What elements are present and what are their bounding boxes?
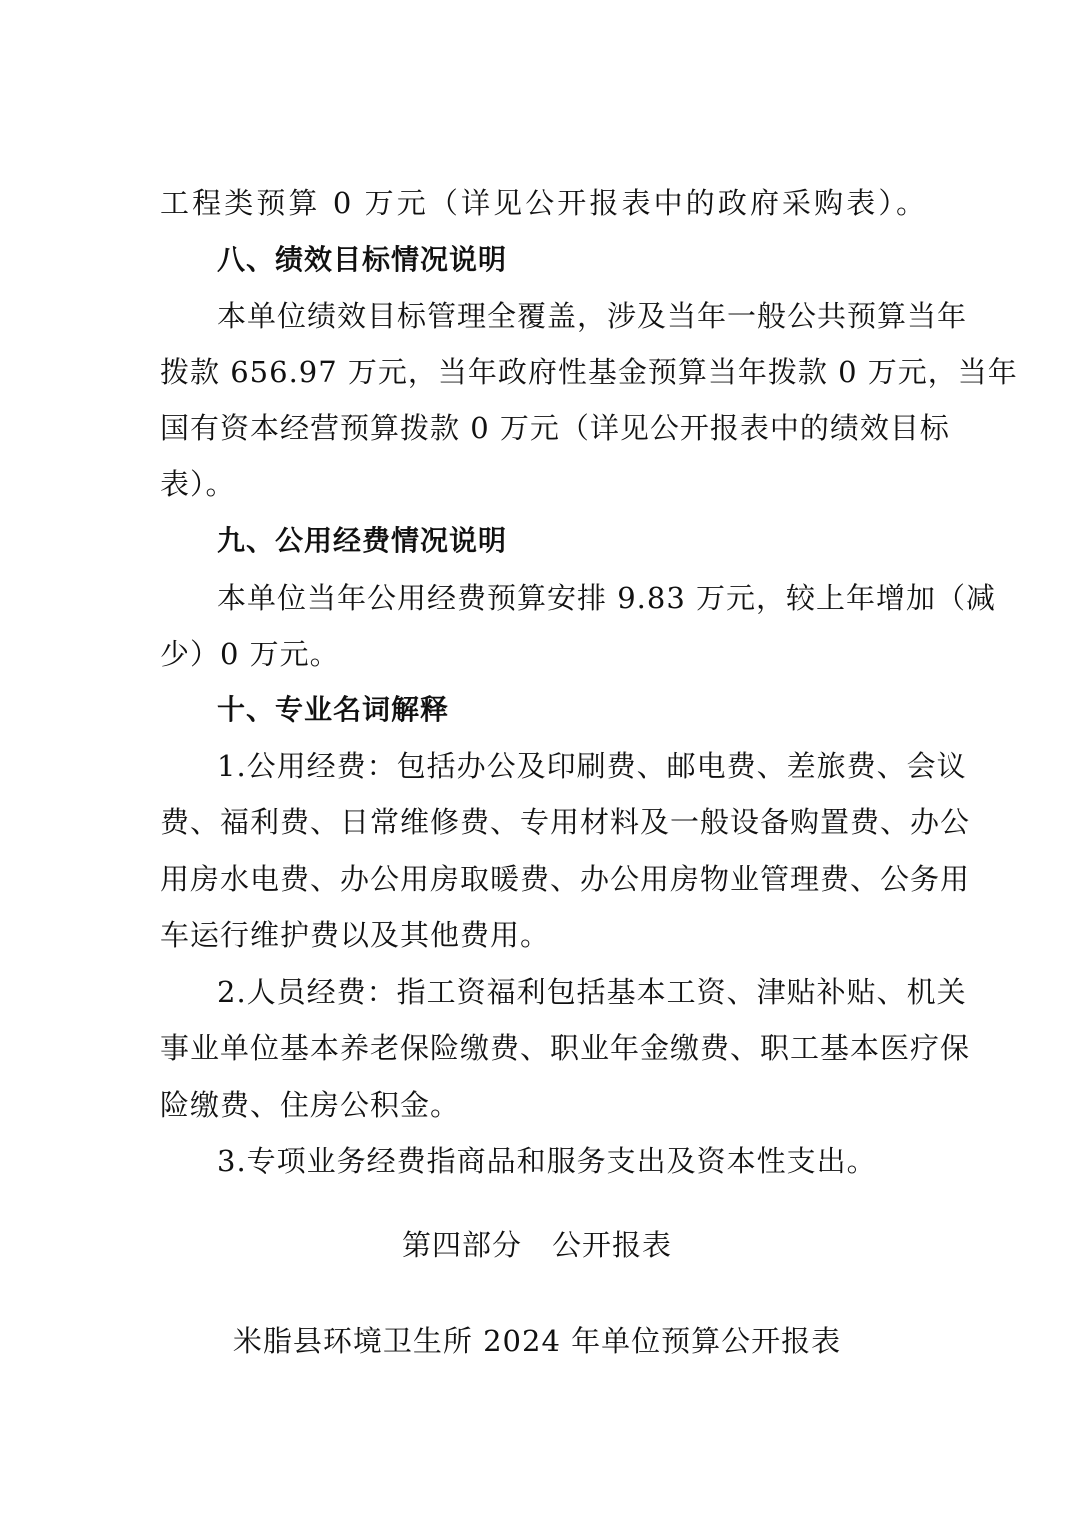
paragraph-line: 险缴费、住房公积金。: [160, 1088, 461, 1122]
section-heading-9: 九、公用经费情况说明: [217, 524, 508, 557]
paragraph-line: 3.专项业务经费指商品和服务支出及资本性支出。: [217, 1144, 877, 1178]
paragraph-line: 工程类预算 0 万元（详见公开报表中的政府采购表）。: [160, 186, 926, 220]
paragraph-line: 1.公用经费：包括办公及印刷费、邮电费、差旅费、会议: [217, 749, 967, 783]
paragraph-line: 费、福利费、日常维修费、专用材料及一般设备购置费、办公: [160, 805, 971, 839]
part-title: 第四部分 公开报表: [401, 1228, 672, 1262]
paragraph-line: 本单位当年公用经费预算安排 9.83 万元，较上年增加（减: [217, 581, 997, 615]
paragraph-line: 车运行维护费以及其他费用。: [160, 918, 551, 952]
paragraph-line: 用房水电费、办公用房取暖费、办公用房物业管理费、公务用: [160, 862, 971, 896]
paragraph-line: 2.人员经费：指工资福利包括基本工资、津贴补贴、机关: [217, 975, 967, 1009]
section-heading-10: 十、专业名词解释: [217, 693, 450, 726]
report-title: 米脂县环境卫生所 2024 年单位预算公开报表: [232, 1324, 842, 1358]
paragraph-line: 事业单位基本养老保险缴费、职业年金缴费、职工基本医疗保: [160, 1031, 971, 1065]
paragraph-line: 少）0 万元。: [160, 637, 340, 671]
paragraph-line: 国有资本经营预算拨款 0 万元（详见公开报表中的绩效目标: [160, 411, 950, 445]
section-heading-8: 八、绩效目标情况说明: [217, 243, 508, 276]
paragraph-line: 本单位绩效目标管理全覆盖，涉及当年一般公共预算当年: [217, 299, 968, 333]
paragraph-line: 拨款 656.97 万元，当年政府性基金预算当年拨款 0 万元，当年: [160, 355, 1018, 389]
paragraph-line: 表）。: [160, 467, 236, 501]
